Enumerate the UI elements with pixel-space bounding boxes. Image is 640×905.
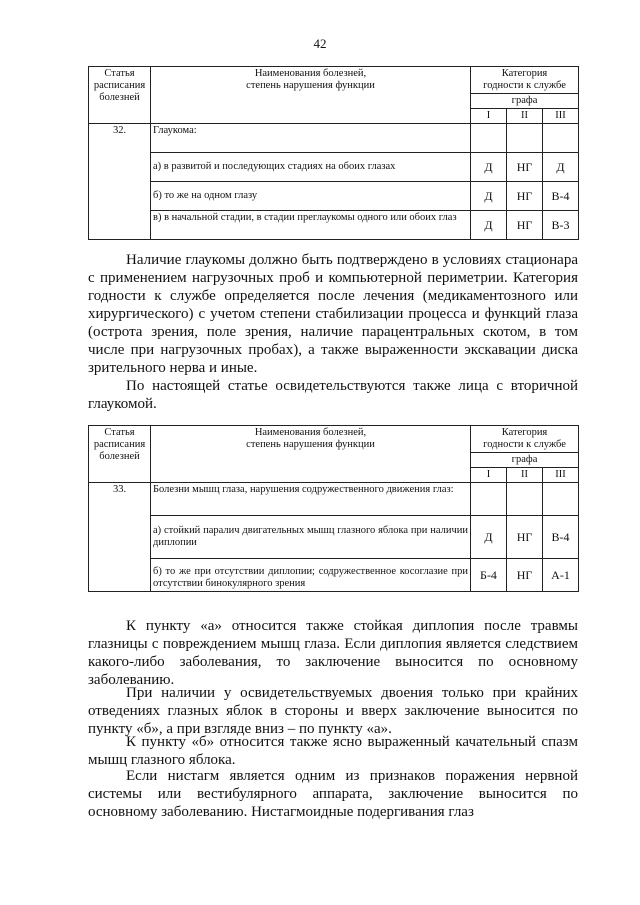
header-category xyxy=(471,67,579,94)
table-cell: НГ xyxy=(507,211,543,240)
header-col-iii: III xyxy=(543,468,579,483)
header-category xyxy=(471,426,579,453)
table-cell: В-4 xyxy=(543,516,579,559)
header-col-i: I xyxy=(471,468,507,483)
table-cell: В-4 xyxy=(543,182,579,211)
table-cell: Д xyxy=(543,153,579,182)
table-cell: НГ xyxy=(507,153,543,182)
table-row-text: в) в начальной стадии, в стадии преглаукомы одного или обоих глаз xyxy=(151,211,471,240)
table-cell: В-3 xyxy=(543,211,579,240)
header-category-line: годности к службе xyxy=(483,80,566,91)
header-grafa: графа xyxy=(471,453,579,468)
table-cell: НГ xyxy=(507,559,543,592)
table-row-text: б) то же на одном глазу xyxy=(151,182,471,211)
page-number: 42 xyxy=(313,36,327,51)
table-cell: Д xyxy=(471,211,507,240)
paragraph-nystagmus: Если нистагм является одним из признаков поражения нервной системы или вестибулярного аппарата, заключение выносится по основному заболеванию. Нистагмоидные подергивания глаз xyxy=(88,768,578,820)
table-cell: Д xyxy=(471,516,507,559)
header-article-line: болезней xyxy=(99,92,140,103)
table-cell: Д xyxy=(471,153,507,182)
paragraph-glaucoma: Наличие глаукомы должно быть подтверждено в условиях стационара с применением нагрузочных проб и компьютерной периметрии. Категория годности к службе определяется после лечения (медикаментозного или хирургического) с учетом степени стабилизации процесса и функций глаза (острота зрения, поле зрения, наличие парацентральных скотом, в том числе при нагрузочных пробах), а также выраженности экскавации диска зрительного нерва и иные. xyxy=(88,252,578,376)
table-row-text: а) стойкий паралич двигательных мышц глазного яблока при наличии диплопии xyxy=(151,516,471,559)
table-cell: НГ xyxy=(507,516,543,559)
paragraph-point-b: К пункту «б» относится также ясно выраженный качательный спазм мышц глазного яблока. xyxy=(88,734,578,768)
table-article-32 xyxy=(88,66,579,240)
header-disease-name xyxy=(151,67,471,124)
table-row-text: б) то же при отсутствии диплопии; содружественное косоглазие при отсутствии бинокулярного зрения xyxy=(151,559,471,592)
header-article xyxy=(89,67,151,124)
header-col-iii: III xyxy=(543,109,579,124)
disease-title: Глаукома: xyxy=(151,124,471,153)
header-name-line: степень нарушения функции xyxy=(246,439,375,450)
header-col-ii: II xyxy=(507,468,543,483)
header-article-line: Статья xyxy=(104,427,135,438)
article-number: 33. xyxy=(89,483,151,592)
header-col-ii: II xyxy=(507,109,543,124)
table-cell: А-1 xyxy=(543,559,579,592)
header-grafa: графа xyxy=(471,94,579,109)
header-col-i: I xyxy=(471,109,507,124)
header-article-line: Статья xyxy=(104,68,135,79)
table-article-33 xyxy=(88,425,579,592)
header-article-line: расписания xyxy=(93,439,146,450)
paragraph-diplopia-directions: При наличии у освидетельствуемых двоения только при крайних отведениях глазных яблок в стороны и вверх заключение выносится по пункту «б», а при взгляде вниз – по пункту «а». xyxy=(88,685,578,737)
table-cell: Д xyxy=(471,182,507,211)
table-cell: НГ xyxy=(507,182,543,211)
disease-title: Болезни мышц глаза, нарушения содружественного движения глаз: xyxy=(151,483,471,516)
header-disease-name xyxy=(151,426,471,483)
header-article-line: болезней xyxy=(99,451,140,462)
header-article xyxy=(89,426,151,483)
table-cell: Б-4 xyxy=(471,559,507,592)
table-row-text: а) в развитой и последующих стадиях на обоих глазах xyxy=(151,153,471,182)
header-name-line: Наименования болезней, xyxy=(254,427,367,438)
table-header-row xyxy=(89,67,579,94)
paragraph-secondary-glaucoma: По настоящей статье освидетельствуются также лица с вторичной глаукомой. xyxy=(88,378,578,412)
header-category-line: годности к службе xyxy=(483,439,566,450)
header-name-line: степень нарушения функции xyxy=(246,80,375,91)
article-number: 32. xyxy=(89,124,151,240)
header-category-line: Категория xyxy=(501,427,548,438)
header-article-line: расписания xyxy=(93,80,146,91)
header-category-line: Категория xyxy=(501,68,548,79)
header-name-line: Наименования болезней, xyxy=(254,68,367,79)
paragraph-point-a: К пункту «а» относится также стойкая диплопия после травмы глазницы с повреждением мышц глаза. Если диплопия является следствием какого-либо заболевания, то заключение выносится по основному заболеванию. xyxy=(88,618,578,688)
